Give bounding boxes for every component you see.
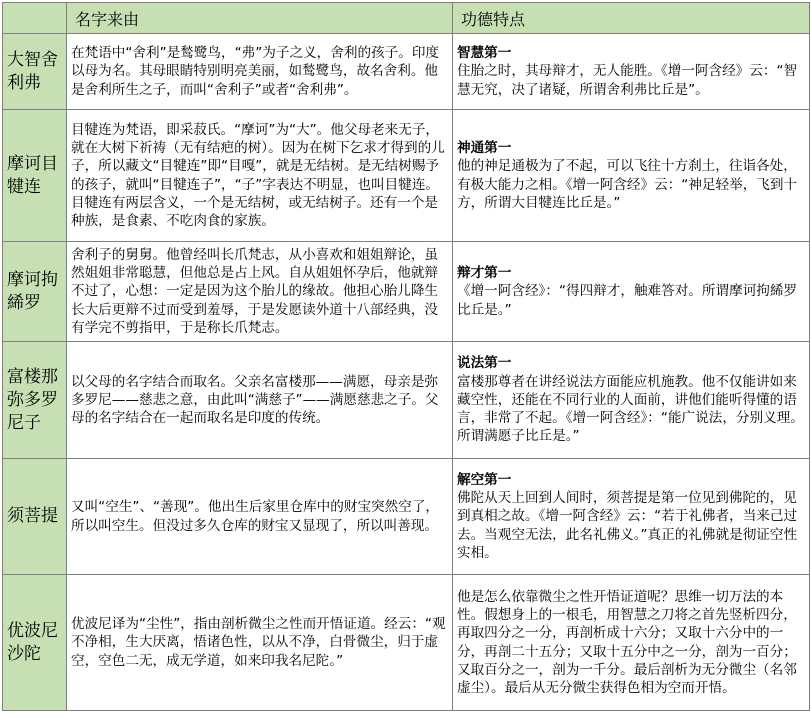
table-row xyxy=(3,575,810,711)
merit-text: 他是怎么依靠微尘之性开悟证道呢？思维一切万法的本性。假想身上的一根毛，用智慧之刀将之首先竖析四分，再取四分之一分，再剖析成十六分；又取十六分中的一分，再剖二十五分；又取十五分中之一分，剖为一百分；又取百分之一，剖为一千分。最后剖析为无分微尘（名邻虚尘）。最后从无分微尘获得色相为空而开悟。 xyxy=(457,588,797,696)
disciple-name: 富楼那弥多罗尼子 xyxy=(3,342,67,459)
merit-cell xyxy=(453,34,810,110)
merit-title: 智慧第一 xyxy=(457,45,512,62)
header-origin: 名字来由 xyxy=(67,3,453,34)
merit-cell xyxy=(453,575,810,711)
table-row xyxy=(3,242,810,342)
disciple-name: 摩诃拘絺罗 xyxy=(3,242,67,342)
name-origin-cell: 在梵语中“舍利”是鹙鹭鸟，“弗”为子之义，舍利的孩子。印度以母为名。其母眼睛特别明亮美丽，如鹙鹭鸟，故名舍利。他是舍利所生之子，而叫“舍利子”或者“舍利弗”。 xyxy=(67,34,453,110)
merit-cell xyxy=(453,110,810,242)
arhat-table xyxy=(2,2,810,711)
disciple-name: 大智舍利弗 xyxy=(3,34,67,110)
name-origin-cell: 又叫“空生”、“善现”。他出生后家里仓库中的财宝突然空了，所以叫空生。但没过多久仓库的财宝又显现了，所以叫善现。 xyxy=(67,459,453,575)
merit-cell xyxy=(453,342,810,459)
merit-text: 佛陀从天上回到人间时，须菩提是第一位见到佛陀的，见到真相之故。《增一阿含经》云：“若于礼佛者，当来己过去。当观空无法，此名礼佛义。”真正的礼佛就是彻证空性实相。 xyxy=(457,490,798,561)
table-row xyxy=(3,34,810,110)
merit-text: 住胎之时，其母辩才，无人能胜。《增一阿含经》云：“智慧无究，决了诸疑，所谓舍利弗比丘是”。 xyxy=(457,63,798,98)
merit-text: 他的神足通极为了不起，可以飞往十方刹土，往诣各处，有极大能力之相。《增一阿含经》云：“神足轻举，飞到十方，所谓大目犍连比丘是。” xyxy=(457,158,798,211)
disciple-name: 摩诃目犍连 xyxy=(3,110,67,242)
merit-cell xyxy=(453,459,810,575)
header-blank xyxy=(3,3,67,34)
merit-title: 解空第一 xyxy=(457,471,512,488)
header-row xyxy=(3,3,810,34)
table-row xyxy=(3,459,810,575)
merit-cell xyxy=(453,242,810,342)
merit-title: 神通第一 xyxy=(457,140,512,157)
name-origin-cell: 以父母的名字结合而取名。父亲名富楼那——满愿，母亲是弥多罗尼——慈悲之意，由此叫“满慈子”——满愿慈悲之子。父母的名字结合在一起而取名是印度的传统。 xyxy=(67,342,453,459)
merit-title: 说法第一 xyxy=(457,355,512,372)
merit-title: 辩才第一 xyxy=(457,265,512,282)
disciple-name: 优波尼沙陀 xyxy=(3,575,67,711)
header-merit: 功德特点 xyxy=(453,3,810,34)
table-row xyxy=(3,342,810,459)
merit-text: 《增一阿含经》：“得四辩才，触难答对。所谓摩诃拘絺罗比丘是。” xyxy=(457,283,798,318)
table-row xyxy=(3,110,810,242)
disciple-name: 须菩提 xyxy=(3,459,67,575)
name-origin-cell: 目犍连为梵语，即采菽氏。“摩诃”为“大”。他父母老来无子，就在大树下祈祷（无有结疤的树）。因为在树下乞求才得到的儿子，所以藏文“目犍连”即“目嘎”，就是无结树。是无结树赐予的孩子，就叫“目犍连子”，“子”字表达不明显，也叫目犍连。目犍连有两层含义，一个是无结树，或无结树子。还有一个是种族，是食素、不吃肉食的家族。 xyxy=(67,110,453,242)
name-origin-cell: 舍利子的舅舅。他曾经叫长爪梵志，从小喜欢和姐姐辩论，虽然姐姐非常聪慧，但他总是占上风。自从姐姐怀孕后，他就辩不过了，心想：一定是因为这个胎儿的缘故。他担心胎儿降生长大后更辩不过而受到羞辱，于是发愿读外道十八部经典，没有学完不剪指甲，于是称长爪梵志。 xyxy=(67,242,453,342)
name-origin-cell: 优波尼译为“尘性”，指由剖析微尘之性而开悟证道。经云：“观不净相，生大厌离，悟诸色性，以从不净，白骨微尘，归于虚空，空色二无，成无学道，如来印我名尼陀。” xyxy=(67,575,453,711)
merit-text: 富楼那尊者在讲经说法方面能应机施教。他不仅能讲如来藏空性，还能在不同行业的人面前，讲他们能听得懂的语言，非常了不起。《增一阿含经》：“能广说法，分别义理。所谓满愿子比丘是。” xyxy=(457,373,804,445)
